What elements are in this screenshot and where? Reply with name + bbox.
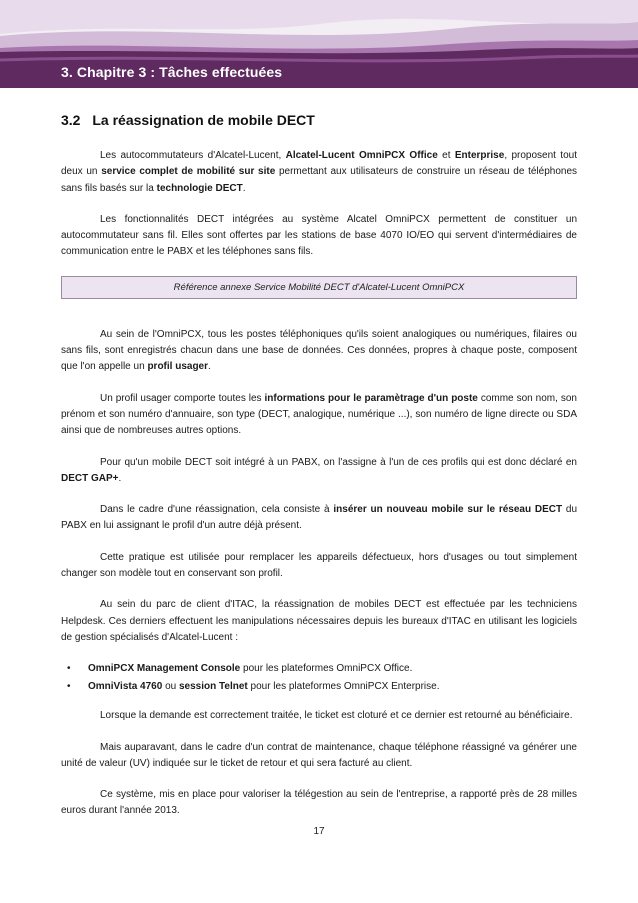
- bullet-marker: •: [67, 663, 71, 675]
- paragraph-2: Les fonctionnalités DECT intégrées au système Alcatel OmniPCX permettent de constituer un autocommutateur sans fil. Elles sont offertes par les stations de base 4070 IO/EO qui servent d'intermédiaires de communication entre le PABX et les téléphones sans fils.: [61, 213, 577, 258]
- bullet-bold: OmniVista 4760: [88, 681, 163, 693]
- paragraph-6: [61, 502, 577, 535]
- p6-text-1: Dans le cadre d'une réassignation, cela consiste à: [100, 504, 334, 516]
- reference-box: Référence annexe Service Mobilité DECT d'Alcatel-Lucent OmniPCX: [61, 276, 577, 299]
- paragraph-4: [61, 391, 577, 440]
- section-heading: [61, 112, 577, 128]
- p1-text-5: .: [242, 182, 246, 194]
- bullet-bold-2: session Telnet: [179, 681, 248, 693]
- p6-bold-1: insérer un nouveau mobile sur le réseau DECT: [333, 504, 563, 516]
- paragraph-3: [61, 327, 577, 376]
- page-content: [61, 112, 577, 835]
- p3-text-1: Au sein de l'OmniPCX, tous les postes téléphoniques qu'ils soient analogiques ou numériques, filaires ou sans fils, sont enregistrés chacun dans une base de données. Ces données, propres à chaque poste, composent que l'on appelle un: [61, 328, 577, 373]
- section-title: La réassignation de mobile DECT: [92, 112, 315, 128]
- page-number: 17: [313, 826, 325, 837]
- p4-bold-1: informations pour le paramètrage d'un poste: [264, 392, 478, 404]
- header-banner: [0, 0, 638, 88]
- list-item: [61, 660, 577, 678]
- paragraph-10: Mais auparavant, dans le cadre d'un contrat de maintenance, chaque téléphone réassigné va générer une unité de valeur (UV) indiquée sur le ticket de retour et qui sera facturé au client.: [61, 741, 577, 769]
- p6-text-2: du PABX en lui assignant le profil d'un autre déjà présent.: [61, 504, 578, 532]
- bullet-marker: •: [67, 681, 71, 693]
- p1-text-1: Les autocommutateurs d'Alcatel-Lucent,: [100, 150, 286, 161]
- chapter-title: 3. Chapitre 3 : Tâches effectuées: [61, 64, 283, 80]
- software-list: [61, 660, 577, 696]
- bullet-bold: OmniPCX Management Console: [88, 663, 241, 675]
- paragraph-1: [61, 148, 577, 197]
- p3-text-2: .: [208, 361, 211, 373]
- p1-bold-1: Alcatel-Lucent OmniPCX Office: [285, 150, 438, 161]
- paragraph-5: [61, 455, 577, 488]
- p1-bold-2: Enterprise: [454, 150, 505, 161]
- p4-text-2: comme son nom, son prénom et son numéro d'annuaire, son type (DECT, analogique, numérique ...), son numéro de ligne directe ou SDA ainsi que de nombreuses autres options.: [61, 392, 577, 437]
- p5-bold-1: DECT GAP+: [61, 472, 119, 484]
- p5-text-1: Pour qu'un mobile DECT soit intégré à un PABX, on l'assigne à l'un de ces profils qui est donc déclaré en: [100, 456, 577, 468]
- bullet-text: pour les plateformes OmniPCX Enterprise.: [247, 681, 440, 693]
- paragraph-8: Au sein du parc de client d'ITAC, la réassignation de mobiles DECT est effectuée par les techniciens Helpdesk. Ces derniers effectuent les manipulations nécessaires depuis les bureaux d'ITAC en utilisant les logiciels de gestion spécialisés d'Alcatel-Lucent :: [61, 599, 577, 643]
- p1-bold-3: service complet de mobilité sur site: [101, 166, 276, 178]
- p5-text-2: .: [118, 472, 122, 484]
- bullet-text: pour les plateformes OmniPCX Office.: [240, 663, 413, 675]
- p1-text-3: , proposent tout deux un: [61, 150, 577, 178]
- paragraph-9: Lorsque la demande est correctement traitée, le ticket est cloturé et ce dernier est retourné au bénéficiaire.: [100, 710, 573, 722]
- list-item: [61, 678, 577, 696]
- bullet-text-mid: ou: [162, 681, 179, 693]
- p3-bold-1: profil usager: [147, 361, 209, 373]
- paragraph-7: Cette pratique est utilisée pour remplacer les appareils défectueux, hors d'usages ou tout simplement changer son modèle tout en conservant son profil.: [61, 551, 577, 580]
- section-number: 3.2: [61, 112, 81, 128]
- paragraph-11: Ce système, mis en place pour valoriser la télégestion au sein de l'entreprise, a rapporté près de 28 milles euros durant l'année 2013.: [61, 789, 577, 817]
- p1-text-2: et: [437, 150, 455, 161]
- p1-text-4: permettant aux utilisateurs de construire un réseau de téléphones sans fils basés sur la: [61, 166, 578, 194]
- p4-text-1: Un profil usager comporte toutes les: [100, 392, 265, 404]
- p1-bold-4: technologie DECT: [156, 182, 243, 194]
